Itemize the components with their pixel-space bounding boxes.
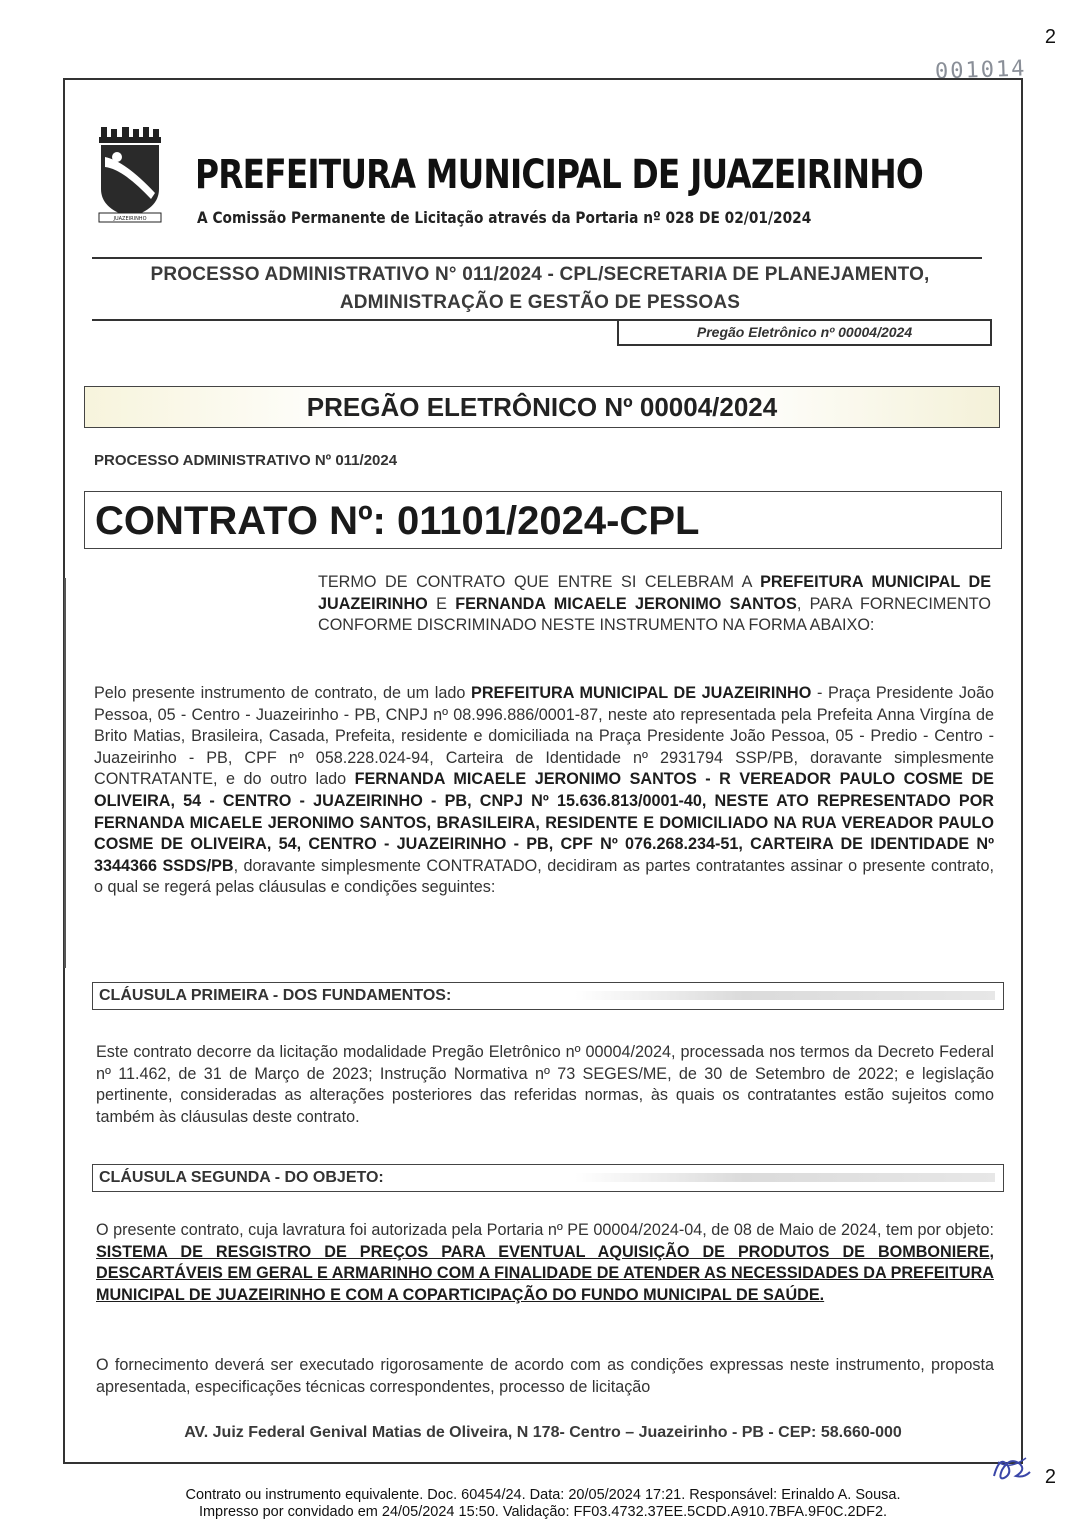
validation-footer xyxy=(0,1487,1086,1521)
clause-1-text: Este contrato decorre da licitação modalidade Pregão Eletrônico nº 00004/2024, processada nos termos da Decreto Federal nº 11.462, de 31 de Março de 2023; Instrução Normativa nº 73 SEGES/ME, de 30 de Setembro de 2022; e legislação pertinente, consideradas as alterações posteriores das referidas normas, às quais os contratantes estão sujeitos como também às cláusulas deste contrato. xyxy=(96,1043,994,1126)
validation-footer-line-2: Impresso por convidado em 24/05/2024 15:50. Validação: FF03.4732.37EE.5CDD.A910.7BFA.9F0C.2DF2. xyxy=(198,1504,888,1520)
process-header-line-2: ADMINISTRAÇÃO E GESTÃO DE PESSOAS xyxy=(339,292,741,313)
header-rule-top xyxy=(92,257,982,259)
page-number-bottom: 2 xyxy=(1044,1466,1056,1488)
org-subtitle: A Comissão Permanente de Licitação através da Portaria nº 028 DE 02/01/2024 xyxy=(197,208,812,227)
parties-paragraph: Pelo presente instrumento de contrato, de um lado PREFEITURA MUNICIPAL DE JUAZEIRINHO - Praça Presidente João Pessoa, 05 - Centro - Juazeirinho - PB, CNPJ nº 08.996.886/0001-87, neste ato representada pela Prefeita Anna Virgína de Brito Matias, Brasileira, Casada, Prefeita, residente e domiciliada na Praça Presidente João Pessoa, 05 - Predio - Centro - Juazeirinho - PB, CPF nº 058.228.024-94, Carteira de Identidade nº 2931794 SSP/PB, doravante simplesmente CONTRATANTE, e do outro lado FERNANDA MICAELE JERONIMO SANTOS - R VEREADOR PAULO COSME DE OLIVEIRA, 54 - CENTRO - JUAZEIRINHO - PB, CNPJ Nº 15.636.813/0001-40, NESTE ATO REPRESENTADO POR FERNANDA MICAELE JERONIMO SANTOS, BRASILEIRA, RESIDENTE E DOMICILIADO NA RUA VEREADOR PAULO COSME DE OLIVEIRA, 54, CENTRO - JUAZEIRINHO - PB, CPF Nº 076.268.234-51, CARTEIRA DE IDENTIDADE Nº 3344366 SSDS/PB, doravante simplesmente CONTRATADO, decidiram as partes contratantes assinar o presente contrato, o qual se regerá pelas cláusulas e condições seguintes: xyxy=(94,684,994,897)
footer-address: AV. Juiz Federal Genival Matias de Oliveira, N 178- Centro – Juazeirinho - PB - CEP: 58.660-000 xyxy=(184,1424,902,1441)
contract-intro-paragraph: TERMO DE CONTRATO QUE ENTRE SI CELEBRAM A PREFEITURA MUNICIPAL DE JUAZEIRINHO E FERNANDA MICAELE JERONIMO SANTOS, PARA FORNECIMENTO CONFORME DISCRIMINADO NESTE INSTRUMENTO NA FORMA ABAIXO: xyxy=(318,573,991,635)
process-header-line-1: PROCESSO ADMINISTRATIVO N° 011/2024 - CPL/SECRETARIA DE PLANEJAMENTO, xyxy=(150,264,930,285)
pregao-reference-box: Pregão Eletrônico nº 00004/2024 xyxy=(617,320,992,346)
pregao-title-box: PREGÃO ELETRÔNICO Nº 00004/2024 xyxy=(84,386,1000,428)
clause-2-text: O presente contrato, cuja lavratura foi autorizada pela Portaria nº PE 00004/2024-04, de 08 de Maio de 2024, tem por objeto: SISTEMA DE RESGISTRO DE PREÇOS PARA EVENTUAL AQUISIÇÃO DE PRODUTOS DE BOMBONIERE, DESCARTÁVEIS EM GERAL E ARMARINHO COM A FINALIDADE DE ATENDER AS NECESSIDADES DA PREFEITURA MUNICIPAL DE JUAZEIRINHO E COM A COPARTICIPAÇÃO DO FUNDO MUNICIPAL DE SAÚDE. xyxy=(96,1221,994,1304)
clause-2-heading: CLÁUSULA SEGUNDA - DO OBJETO: xyxy=(92,1164,1004,1192)
municipal-crest-icon xyxy=(95,127,165,223)
process-number-line: PROCESSO ADMINISTRATIVO Nº 011/2024 xyxy=(94,452,398,469)
clause-2-supply-text: O fornecimento deverá ser executado rigorosamente de acordo com as condições expressas neste instrumento, proposta apresentada, especificações técnicas correspondentes, processo de licitação xyxy=(96,1356,994,1396)
signature-icon xyxy=(990,1450,1034,1484)
margin-mark xyxy=(64,578,66,968)
validation-footer-line-1: Contrato ou instrumento equivalente. Doc. 60454/24. Data: 20/05/2024 17:21. Responsável: Erinaldo A. Sousa. xyxy=(185,1487,901,1503)
page-number-top: 2 xyxy=(1044,26,1056,48)
contract-title-box: CONTRATO Nº: 01101/2024-CPL xyxy=(84,491,1002,549)
page-stamp-number: 001014 xyxy=(934,56,1027,85)
org-title: PREFEITURA MUNICIPAL DE JUAZEIRINHO xyxy=(195,152,923,198)
clause-1-heading: CLÁUSULA PRIMEIRA - DOS FUNDAMENTOS: xyxy=(92,982,1004,1010)
crest-banner-text: JUAZEIRINHO xyxy=(113,216,147,222)
